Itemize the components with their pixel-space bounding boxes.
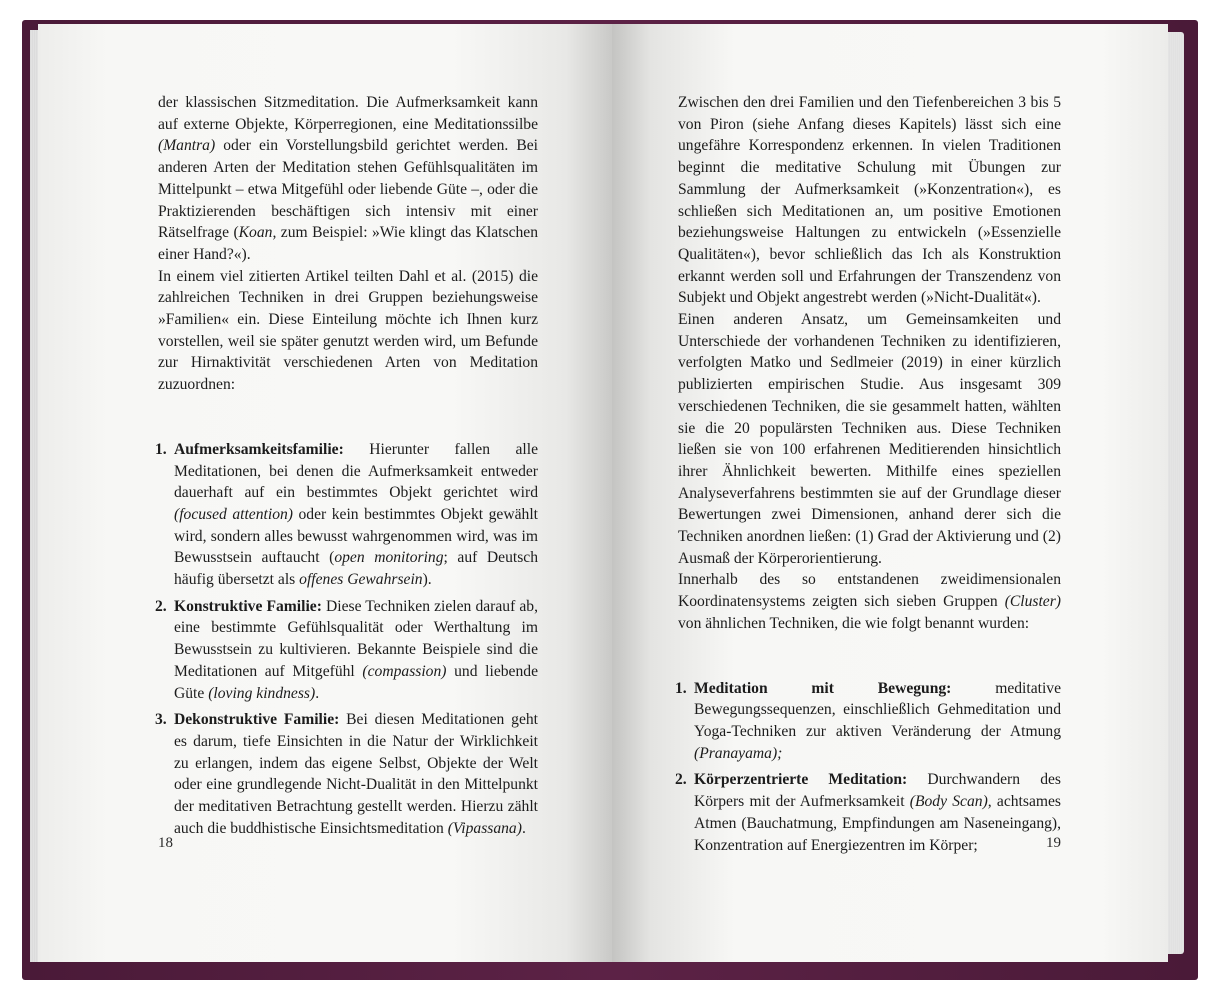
meditation-cluster-list <box>675 678 1062 857</box>
list-item: 2. Körperzentrierte Meditation: Durchwandern des Körpers mit der Aufmerksamkeit (Body Scan), achtsames Atmen (Bauchatmung, Empfindungen am Naseneingang), Konzentration auf Energiezentren im Körper; <box>675 771 1061 854</box>
list-item: 2. Konstruktive Familie: Diese Techniken zielen darauf ab, eine bestimmte Gefühlsqualität oder Werthaltung im Bewusstsein zu kultivieren. Bekannte Beispiele sind die Meditationen auf Mitgefühl (compassion) und liebende Güte (loving kindness). <box>155 597 538 702</box>
left-page-text <box>155 92 539 845</box>
spacer <box>678 635 1061 678</box>
list-item: 3. Dekonstruktive Familie: Bei diesen Meditationen geht es darum, tiefe Einsichten in die Natur der Wirklichkeit zu erlangen, indem das eigene Selbst, Objekte der Welt oder eine grundlegende Nicht-Dualität in den Mittelpunkt der meditativen Betrachtung gestellt werden. Hierzu zählt auch die buddhistische Einsichtsmeditation (Vipassana). <box>155 711 538 837</box>
list-item: 1. Aufmerksamkeitsfamilie: Hierunter fallen alle Meditationen, bei denen die Aufmerksamkeit entweder dauerhaft auf ein bestimmtes Objekt gerichtet wird (focused attention) oder kein bestimmtes Objekt gewählt wird, sondern alles bewusst wahrgenommen wird, was im Bewusstsein auftaucht (open monitoring; auf Deutsch häufig übersetzt als offenes Gewahrsein). <box>155 440 538 589</box>
meditation-family-list <box>155 439 538 840</box>
page-number: 19 <box>1046 835 1061 851</box>
right-page <box>612 24 1168 962</box>
page-number: 18 <box>158 835 173 851</box>
paragraph: Innerhalb des so entstandenen zweidimensionalen Koordinatensystems zeigten sich sieben Gruppen (Cluster) von ähnlichen Techniken, die wie folgt benannt wurden: <box>678 571 1061 632</box>
paragraph: Zwischen den drei Familien und den Tiefenbereichen 3 bis 5 von Piron (siehe Anfang dieses Kapitels) lässt sich eine ungefähre Korrespondenz erkennen. In vielen Traditionen beginnt die meditative Schulung mit Übungen zur Sammlung der Aufmerksamkeit (»Konzentration«), es schließen sich Meditationen an, um positive Emotionen beziehungsweise Haltungen zu entwickeln (»Essenzielle Qualitäten«), bevor schließlich das Ich als Konstruktion erkannt werden soll und Erfahrungen der Transzendenz von Subjekt und Objekt angestrebt werden (»Nicht-Dualität«). <box>678 94 1061 307</box>
paragraph: In einem viel zitierten Artikel teilten Dahl et al. (2015) die zahlreichen Techniken in drei Gruppen beziehungsweise »Familien« ein. Diese Einteilung möchte ich Ihnen kurz vorstellen, weil sie später genutzt werden wird, um Befunde zur Hirnaktivität verschiedenen Arten von Meditation zuzuordnen: <box>158 267 538 394</box>
spacer <box>158 396 538 439</box>
left-page <box>38 24 612 962</box>
paragraph: Einen anderen Ansatz, um Gemeinsamkeiten und Unterschiede der vorhandenen Techniken zu identifizieren, verfolgten Matko und Sedlmeier (2019) in einer kürzlich publizierten empirischen Studie. Aus insgesamt 309 verschiedenen Techniken, die sie gesammelt hatten, wählten sie die 20 populärsten Techniken aus. Diese Techniken ließen sie von 100 erfahrenen Meditierenden hinsichtlich ihrer Ähnlichkeit bewerten. Mithilfe eines speziellen Analyseverfahrens bestimmten sie auf der Grundlage dieser Bewertungen zwei Dimensionen, anhand derer sich die Techniken anordnen ließen: (1) Grad der Aktivierung und (2) Ausmaß der Körperorientierung. <box>678 311 1061 567</box>
right-page-text <box>675 92 1062 861</box>
list-item: 1. Meditation mit Bewegung: meditative Bewegungssequenzen, einschließlich Gehmeditation und Yoga-Techniken zur aktiven Veränderung der Atmung (Pranayama); <box>675 679 1062 762</box>
paragraph: der klassischen Sitzmeditation. Die Aufmerksamkeit kann auf externe Objekte, Körperregionen, eine Meditationssilbe (Mantra) oder ein Vorstellungsbild gerichtet werden. Bei anderen Arten der Meditation stehen Gefühlsqualitäten im Mittelpunkt – etwa Mitgefühl oder liebende Güte –, oder die Praktizierenden beschäftigen sich intensiv mit einer Rätselfrage (Koan, zum Beispiel: »Wie klingt das Klatschen einer Hand?«). <box>158 94 539 263</box>
